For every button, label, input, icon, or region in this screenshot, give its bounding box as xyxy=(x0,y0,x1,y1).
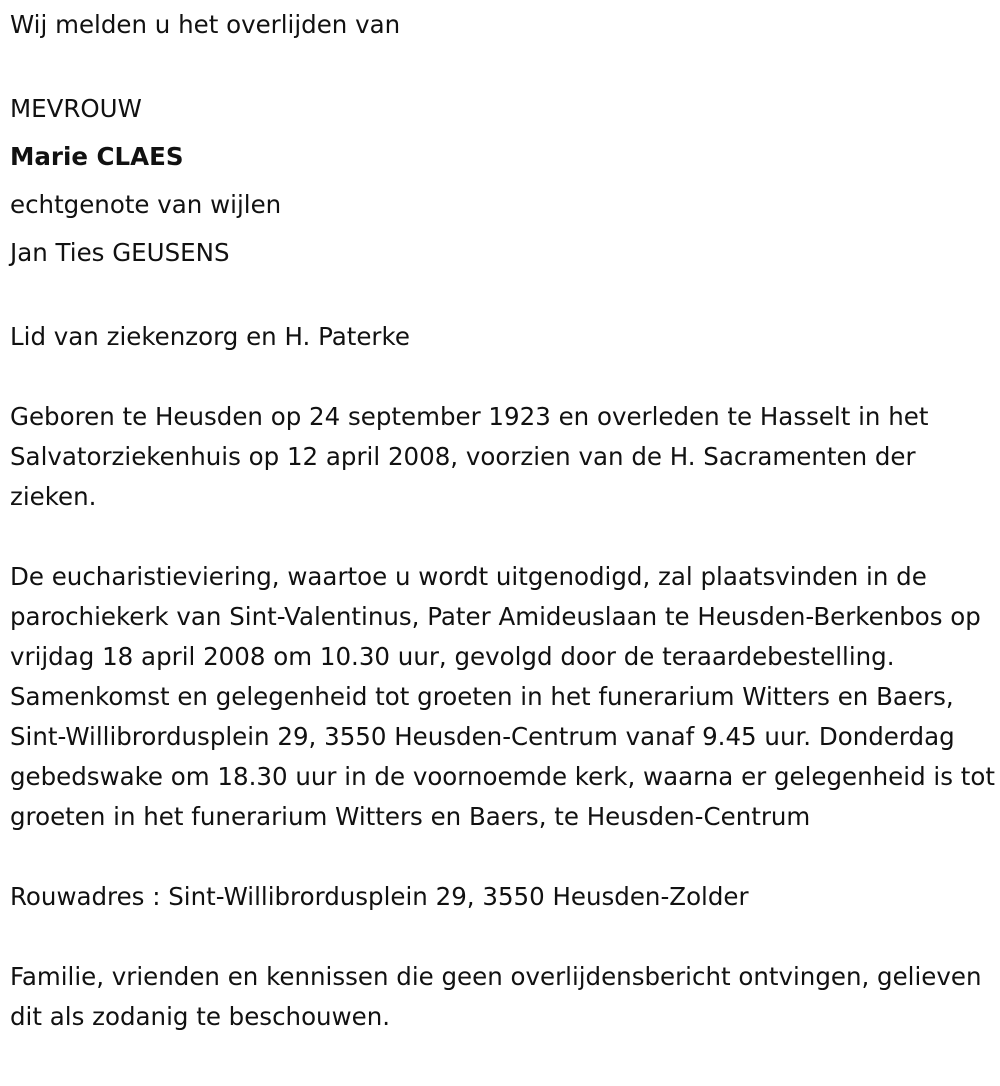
spacer xyxy=(10,517,1000,557)
spouse-name: Jan Ties GEUSENS xyxy=(10,238,230,267)
spacer xyxy=(10,45,1000,85)
deceased-name: Marie CLAES xyxy=(10,142,184,171)
spacer xyxy=(10,277,1000,317)
closing-paragraph: Familie, vrienden en kennissen die geen overlijdensbericht ontvingen, gelieven dit als zodanig te beschouwen. xyxy=(10,962,982,1031)
intro-text: Wij melden u het overlijden van xyxy=(10,10,401,39)
relation-text: echtgenote van wijlen xyxy=(10,190,282,219)
spacer xyxy=(10,357,1000,397)
birth-death-paragraph: Geboren te Heusden op 24 september 1923 en overleden te Hasselt in het Salvatorziekenhuis op 12 april 2008, voorzien van de H. Sacramenten der zieken. xyxy=(10,402,929,511)
mourning-address: Rouwadres : Sint-Willibrordusplein 29, 3550 Heusden-Zolder xyxy=(10,882,749,911)
membership-text: Lid van ziekenzorg en H. Paterke xyxy=(10,322,410,351)
spacer xyxy=(10,837,1000,877)
ceremony-paragraph: De eucharistieviering, waartoe u wordt uitgenodigd, zal plaatsvinden in de parochiekerk van Sint-Valentinus, Pater Amideuslaan te Heusden-Berkenbos op vrijdag 18 april 2008 om 10.30 uur, gevolgd door de teraardebestelling. Samenkomst en gelegenheid tot groeten in het funerarium Witters en Baers, Sint-Willibrordusplein 29, 3550 Heusden-Centrum vanaf 9.45 uur. Donderdag gebedswake om 18.30 uur in de voornoemde kerk, waarna er gelegenheid is tot groeten in het funerarium Witters en Baers, te Heusden-Centrum xyxy=(10,562,995,831)
deceased-title: MEVROUW xyxy=(10,94,142,123)
spacer xyxy=(10,917,1000,957)
